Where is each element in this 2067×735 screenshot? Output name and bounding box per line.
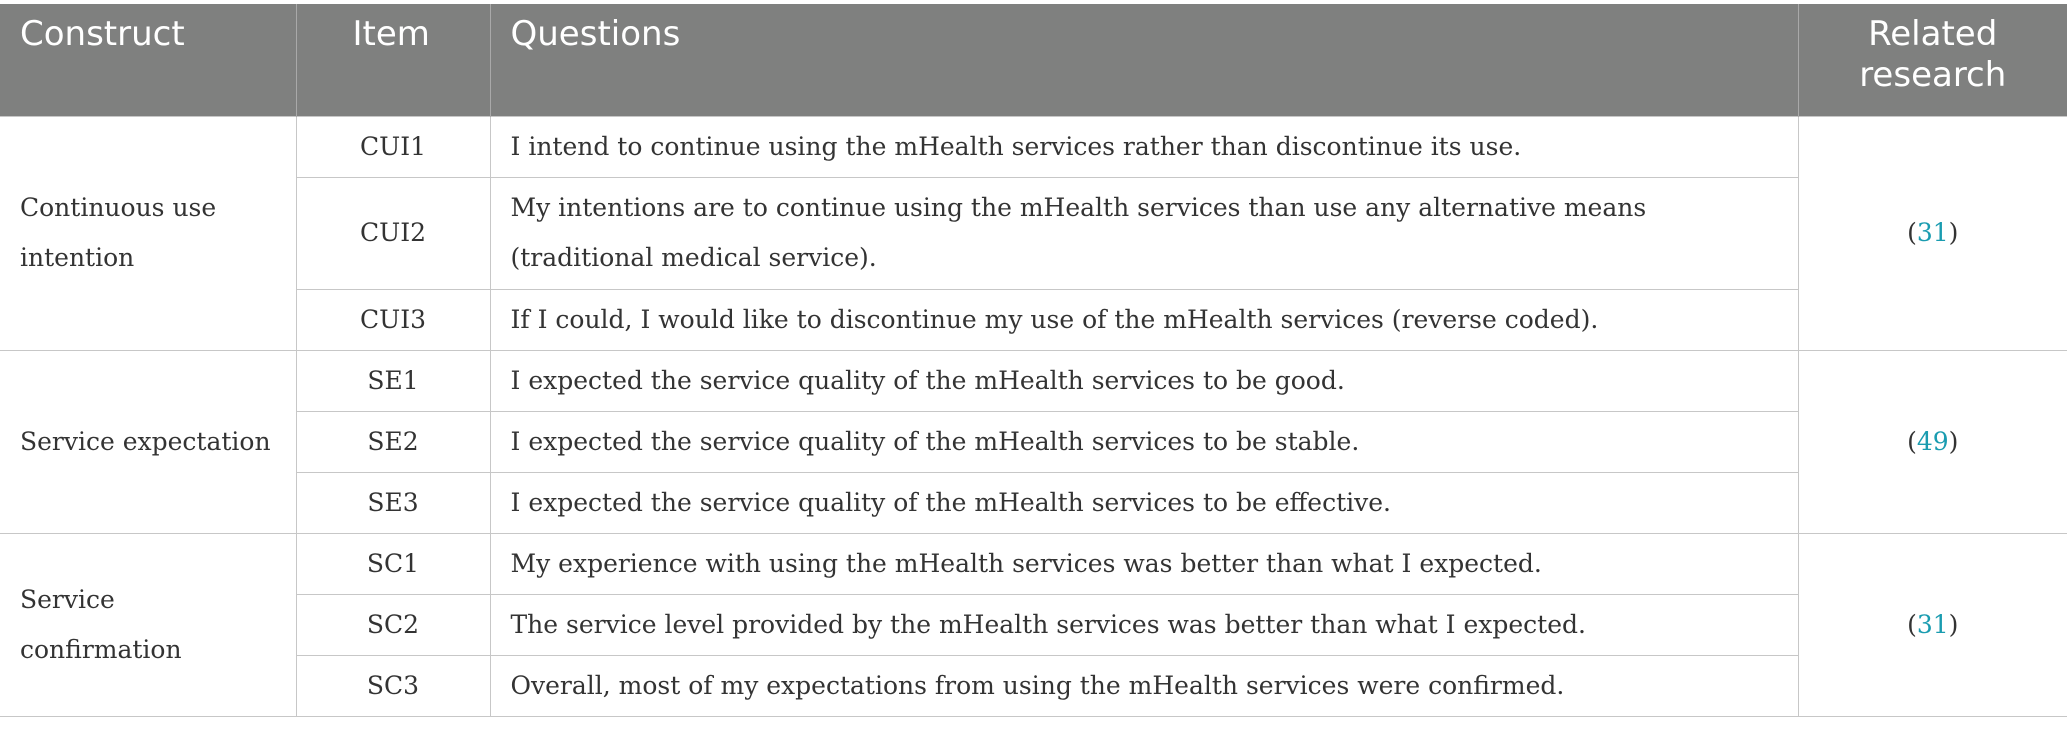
table-row bbox=[0, 472, 2067, 533]
question-text: I expected the service quality of the mHealth services to be effective. bbox=[490, 472, 1798, 533]
question-text: I expected the service quality of the mHealth services to be good. bbox=[490, 350, 1798, 411]
question-text: Overall, most of my expectations from using the mHealth services were confirmed. bbox=[490, 655, 1798, 716]
table-row bbox=[0, 594, 2067, 655]
question-text: I expected the service quality of the mHealth services to be stable. bbox=[490, 411, 1798, 472]
table-row bbox=[0, 116, 2067, 177]
item-code: SE1 bbox=[296, 350, 490, 411]
question-text: My intentions are to continue using the mHealth services than use any alternative means (traditional medical service). bbox=[490, 177, 1798, 289]
table-row bbox=[0, 350, 2067, 411]
reference-link[interactable]: 31 bbox=[1916, 218, 1949, 247]
table-row bbox=[0, 655, 2067, 716]
construct-cell: Service confirmation bbox=[0, 533, 296, 716]
reference-link[interactable]: 49 bbox=[1916, 426, 1949, 456]
table-header bbox=[0, 4, 2067, 116]
related-research-cell: (31) bbox=[1798, 533, 2067, 716]
table-row bbox=[0, 177, 2067, 289]
item-code: CUI2 bbox=[296, 177, 490, 289]
table-row bbox=[0, 533, 2067, 594]
construct-cell: Service expectation bbox=[0, 350, 296, 533]
item-code: SC2 bbox=[296, 594, 490, 655]
question-text: I intend to continue using the mHealth services rather than discontinue its use. bbox=[490, 116, 1798, 177]
constructs-table bbox=[0, 4, 2067, 717]
item-code: CUI3 bbox=[296, 289, 490, 350]
table-row bbox=[0, 411, 2067, 472]
question-text: If I could, I would like to discontinue my use of the mHealth services (reverse coded). bbox=[490, 289, 1798, 350]
related-research-cell: (49) bbox=[1798, 350, 2067, 533]
header-related-research: Related research bbox=[1798, 4, 2067, 116]
item-code: SC1 bbox=[296, 533, 490, 594]
table-row bbox=[0, 289, 2067, 350]
reference-link[interactable]: 31 bbox=[1916, 609, 1949, 639]
header-item: Item bbox=[296, 4, 490, 116]
construct-cell: Continuous use intention bbox=[0, 116, 296, 350]
question-text: My experience with using the mHealth services was better than what I expected. bbox=[490, 533, 1798, 594]
item-code: SC3 bbox=[296, 655, 490, 716]
related-research-cell: (31) bbox=[1798, 116, 2067, 350]
header-construct: Construct bbox=[0, 4, 296, 116]
question-text: The service level provided by the mHealth services was better than what I expected. bbox=[490, 594, 1798, 655]
item-code: SE3 bbox=[296, 472, 490, 533]
item-code: SE2 bbox=[296, 411, 490, 472]
item-code: CUI1 bbox=[296, 116, 490, 177]
header-questions: Questions bbox=[490, 4, 1798, 116]
